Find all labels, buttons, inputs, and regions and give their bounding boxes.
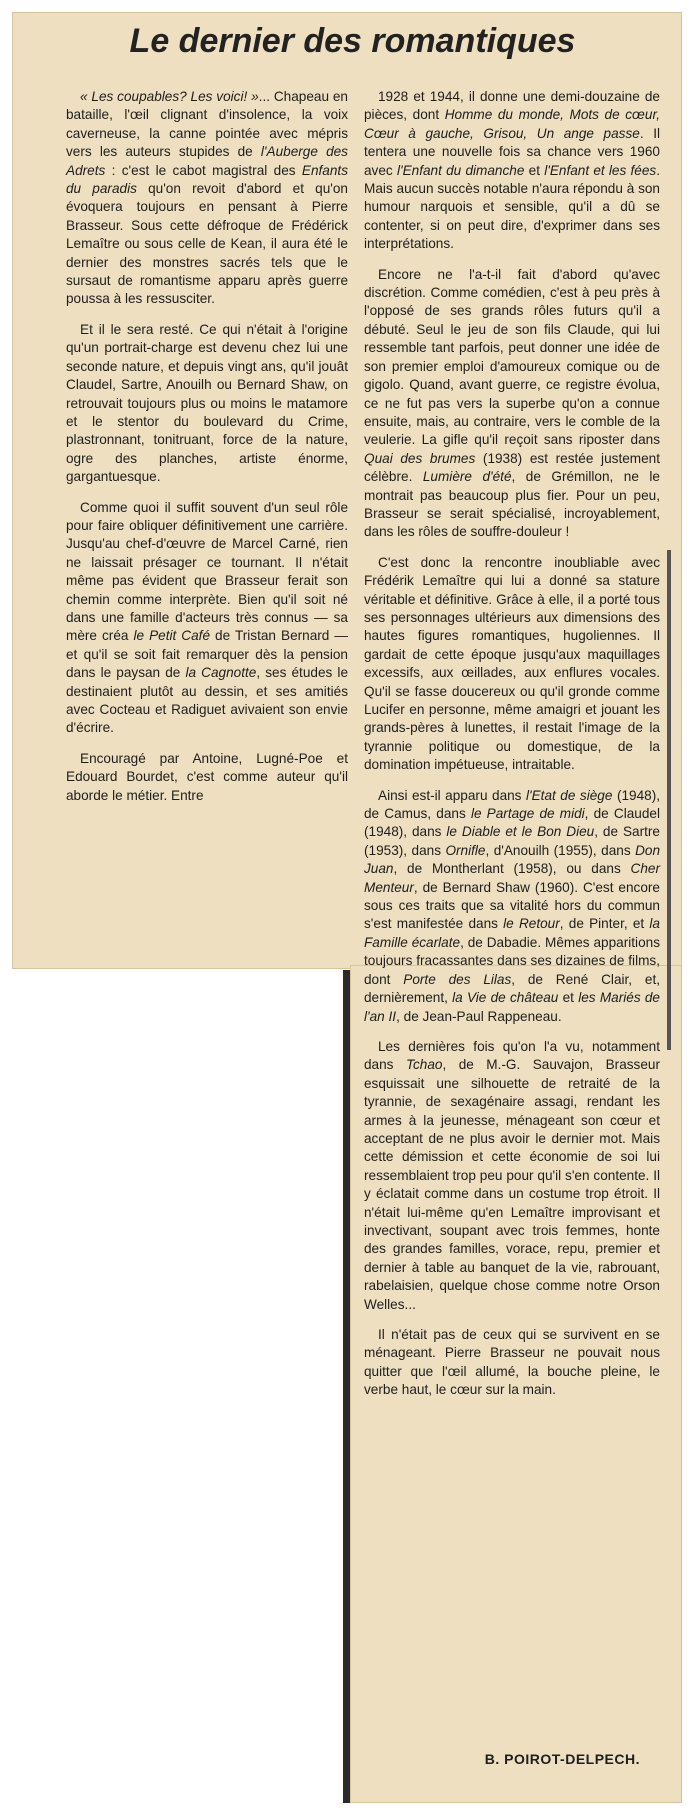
scan-shadow-right: [667, 550, 671, 1050]
italic-title: le Retour: [503, 916, 560, 932]
text-run: . Il tentera une nouvelle fois sa chance vers 1960 avec: [364, 125, 660, 178]
italic-title: « Les coupables? Les voici! »: [80, 89, 259, 104]
italic-title: la Cagnotte: [185, 665, 257, 681]
text-run: , d'Anouilh (1955), dans: [485, 842, 636, 858]
paragraph: [66, 88, 348, 309]
paragraph: [364, 787, 660, 1026]
italic-title: la Vie de château: [452, 990, 559, 1006]
italic-title: le Petit Café: [133, 628, 211, 644]
italic-title: Homme du monde, Mots de cœur, Cœur à gauche, Grisou, Un ange passe: [364, 107, 660, 141]
text-run: (1938) est restée justement célèbre.: [364, 450, 660, 485]
text-run: et: [524, 162, 545, 178]
text-run: , de Grémillon, ne le montrait pas beaucoup plus fier. Pour un peu, Brasseur se serait spécialisé, incroyablement, dans les rôles de souffre-douleur !: [364, 469, 660, 540]
text-run: , de René Clair, et, dernièrement,: [364, 971, 661, 1006]
paragraph: [66, 321, 348, 487]
text-run: Encore ne l'a-t-il fait d'abord qu'avec discrétion. Comme comédien, c'est à peu près à l'opposé de ses grands rôles futurs qu'il a débuté. Seul le jeu de son fils Claude, qui lui ressemble tant parfois, peut donner une idée de son premier emploi d'amoureux comique ou de gigolo. Quand, avant guerre, ce registre évolua, ce ne fut pas vers la superbe qu'on a connue ensuite, mais, au contraire, vers le comble de la veulerie. La gifle qu'il reçoit sans riposter dans: [364, 266, 660, 448]
article-column-right: [364, 88, 660, 1400]
italic-title: l'Enfant du dimanche: [396, 162, 525, 178]
italic-title: Quai des brumes: [364, 450, 476, 466]
italic-title: l'Etat de siège: [526, 787, 613, 803]
italic-title: le Partage de midi: [470, 806, 585, 822]
paragraph: [364, 554, 660, 775]
text-run: . Mais aucun succès notable n'aura répondu à son humour narquois et sensible, qu'il a dû se contenter, si on peut dire, d'exprimer dans ses interprétations.: [364, 162, 660, 252]
italic-title: Tchao: [405, 1057, 443, 1073]
text-run: , de Jean-Paul Rappeneau.: [396, 1008, 562, 1024]
paragraph: [364, 266, 660, 542]
text-run: qu'on revoit d'abord et qu'on évoquera toujours en pensant à Pierre Brasseur. Sous cette défroque de Frédérick Lemaître ou sous celle de Kean, il aura été le dernier des monstres sacrés tels que le sursaut de romantisme apparu après guerre poussa à les ressusciter.: [66, 181, 348, 307]
italic-title: l'Auberge des Adrets: [66, 144, 348, 178]
article-column-left: [66, 88, 348, 805]
text-run: Les dernières fois qu'on l'a vu, notamment dans: [364, 1038, 660, 1073]
text-run: et: [558, 990, 579, 1006]
italic-title: Don Juan: [364, 842, 661, 877]
paragraph: [364, 88, 660, 254]
text-run: , de M.-G. Sauvajon, Brasseur esquissait une silhouette de retraité de la tyrannie, de sexagénaire assagi, rendant les armes à la jeunesse, ménageant son cœur et acceptant de ne plus avoir le dernier mot. Mais cette démission et cette économie de soi lui ressemblaient trop peu pour qu'il s'en contente. Il y éclatait comme dans un costume trop étroit. Il n'était lui-même qu'en Lemaître improvisant et invectivant, soupant avec trois femmes, honte des grandes familles, vorace, repu, premier et dernier à table au banquet de la vie, rabrouant, rabelaisien, quelque chose comme notre Orson Welles...: [364, 1057, 660, 1312]
text-run: C'est donc la rencontre inoubliable avec Frédérik Lemaître qui lui a donné sa stature véritable et définitive. Grâce à elle, il a porté tous ses personnages ultérieurs aux dimensions des hautes figures romantiques, hugoliennes. Il gardait de cette époque jusqu'aux maquillages excessifs, aux œillades, aux enflures vocales. Qu'il se fasse doucereux ou qu'il gronde comme Lucifer en personne, même amaigri et jouant les grands-pères à lunettes, il restait l'image de la tyrannie politique ou domestique, de la domination impétueuse, intraitable.: [364, 554, 660, 773]
text-run: , de Bernard Shaw (1960). C'est encore sous ces traits que sa vitalité hors du commun s'est manifestée dans: [364, 879, 660, 932]
text-run: , de Dabadie. Mêmes apparitions toujours fracassantes dans ses dizaines de films, dont: [364, 934, 660, 987]
text-run: : c'est le cabot magistral des: [105, 162, 302, 178]
paragraph: [364, 1038, 660, 1314]
paragraph: [66, 750, 348, 805]
article-byline: B. POIROT-DELPECH.: [484, 1751, 640, 1767]
scan-shadow-left: [343, 970, 350, 1803]
text-run: , ses études le destinaient plutôt au dessin, et ses amitiés avec Cocteau et Radiguet avivaient son envie d'écrire.: [66, 665, 349, 736]
text-run: ... Chapeau en bataille, l'œil clignant d'insolence, la voix caverneuse, la canne pointée avec mépris vers les auteurs stupides de: [66, 89, 348, 160]
italic-title: Lumière d'été: [422, 469, 512, 485]
text-run: Encouragé par Antoine, Lugné-Poe et Edouard Bourdet, c'est comme auteur qu'il aborde le métier. Entre: [66, 750, 348, 803]
text-run: Comme quoi il suffit souvent d'un seul rôle pour faire obliquer définitivement une carrière. Jusqu'au chef-d'œuvre de Marcel Carné, rien ne laissait présager ce tournant. Il n'était même pas évident que Brasseur ferait son chemin comme interprète. Bien qu'il soit né dans une famille d'acteurs très connus — sa mère créa: [66, 499, 348, 644]
text-run: Ainsi est-il apparu dans: [378, 787, 526, 803]
italic-title: l'Enfant et les fées: [544, 162, 657, 178]
article-title: Le dernier des romantiques: [129, 22, 576, 60]
italic-title: Porte des Lilas: [403, 971, 512, 987]
italic-title: le Diable et le Bon Dieu: [446, 824, 595, 840]
text-run: (1948), de Camus, dans: [364, 787, 661, 822]
text-run: de Tristan Bernard — et qu'il se soit fait remarquer dès la pension dans le paysan de: [66, 628, 348, 681]
italic-title: les Mariés de l'an II: [364, 990, 660, 1024]
text-run: , de Sartre (1953), dans: [364, 824, 660, 858]
text-run: Et il le sera resté. Ce qui n'était à l'origine qu'un portrait-charge est devenu chez lui une seconde nature, et depuis vingt ans, qu'il jouât Claudel, Sartre, Anouilh ou Bernard Shaw, on retrouvait toujours plus ou moins le matamore et le stentor du boulevard du Crime, plastronnant, tonitruant, force de la nature, ogre des planches, artiste énorme, gargantuesque.: [66, 321, 348, 485]
text-run: Il n'était pas de ceux qui se survivent en se ménageant. Pierre Brasseur ne pouvait nous quitter que l'œil allumé, la bouche pleine, le verbe haut, le cœur sur la main.: [364, 1327, 660, 1398]
italic-title: Ornifle: [445, 842, 486, 858]
text-run: , de Claudel (1948), dans: [364, 806, 660, 840]
italic-title: Enfants du paradis: [66, 162, 348, 197]
paragraph: [364, 1326, 660, 1400]
paragraph: [66, 499, 348, 738]
text-run: , de Pinter, et: [559, 916, 650, 932]
text-run: , de Montherlant (1958), ou dans: [393, 861, 631, 877]
italic-title: Cher Menteur: [364, 861, 660, 895]
italic-title: la Famille écarlate: [364, 916, 660, 950]
text-run: 1928 et 1944, il donne une demi-douzaine de pièces, dont: [364, 89, 660, 123]
